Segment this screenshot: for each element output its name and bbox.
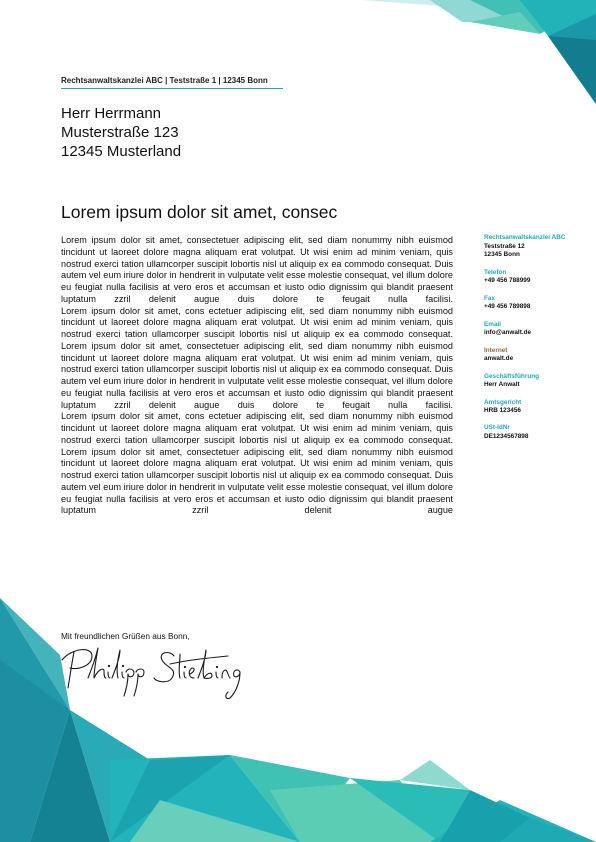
firm-contact-sidebar — [484, 234, 584, 450]
court-block — [484, 399, 584, 416]
firm-name: Rechtsanwaltskanzlei ABC — [484, 234, 566, 241]
body-paragraph: Lorem ipsum dolor sit amet, cons ectetuer adipiscing elit, sed diam nonummy nibh euismod tincidunt ut laoreet dolore magna aliquam erat volutpat. Ut wisi enim ad minim veniam, quis nostrud exerci tation ullamcorper suscipit lobortis nisl ut aliquip ex ea commodo consequat. — [61, 411, 453, 445]
vat-value: DE1234567898 — [484, 433, 529, 441]
body-paragraph: Lorem ipsum dolor sit amet, consectetuer adipiscing elit, sed diam nonummy nibh euismod tincidunt ut laoreet dolore magna aliquam erat volutpat. Ut wisi enim ad minim veniam, quis nostrud exerci tation ullamcorper suscipit lobortis nisl ut aliquip ex ea commodo consequat. Duis autem vel eum iriure dolor in hendrerit in vulputate velit esse molestie consequat, vel illum dolore eu feugiat nulla facilisis at vero eros et accumsan et iusto odio dignissim qui blandit praesent luptatum zzril delenit augue duis dolore te feugait nulla facilisi. — [61, 235, 453, 304]
court-value: HRB 123456 — [484, 407, 521, 415]
firm-city: 12345 Bonn — [484, 251, 520, 259]
body-paragraph: Lorem ipsum dolor sit amet, consectetuer adipiscing elit, sed diam nonummy nibh euismod tincidunt ut laoreet dolore magna aliquam erat volutpat. Ut wisi enim ad minim veniam, quis nostrud exerci tation ullamcorper suscipit lobortis nisl ut aliquip ex ea commodo consequat. Duis autem vel eum iriure dolor in hendrerit in vulputate velit esse molestie consequat, vel illum dolore eu feugiat nulla facilisis at vero eros et accumsan et iusto odio dignissim qui blandit praesent luptatum zzril delenit augue duis dolore te feugait nulla facilisi. — [61, 340, 453, 410]
phone-block — [484, 269, 584, 286]
recipient-address-block — [61, 104, 181, 161]
body-paragraph: Lorem ipsum dolor sit amet, cons ectetuer adipiscing elit, sed diam nonummy nibh euismod tincidunt ut laoreet dolore magna aliquam erat volutpat. Ut wisi enim ad minim veniam, quis nostrud exerci tation ullamcorper suscipit lobortis nisl ut aliquip ex ea commodo consequat. — [61, 305, 453, 339]
email-value: info@anwalt.de — [484, 329, 532, 337]
handwritten-signature — [58, 638, 280, 702]
vat-label: USt-IdNr — [484, 424, 510, 432]
management-value: Herr Anwalt — [484, 381, 520, 389]
email-label: Email — [484, 320, 502, 328]
fax-label: Fax — [484, 294, 496, 302]
phone-value: +49 456 788999 — [484, 277, 531, 285]
vat-block — [484, 424, 584, 441]
fax-value: +49 456 789898 — [484, 303, 531, 311]
recipient-city: 12345 Musterland — [61, 143, 182, 160]
internet-block — [484, 347, 584, 364]
sender-address-line: Rechtsanwaltskanzlei ABC | Teststraße 1 | 12345 Bonn — [61, 76, 283, 89]
internet-label: Internet — [484, 346, 508, 354]
letter-subject: Lorem ipsum dolor sit amet, consec — [61, 202, 338, 222]
email-block — [484, 321, 584, 338]
recipient-street: Musterstraße 123 — [61, 124, 179, 141]
letter-body — [61, 235, 453, 517]
internet-value: anwalt.de — [484, 355, 514, 363]
phone-label: Telefon — [484, 268, 507, 276]
firm-address-block — [484, 234, 584, 260]
firm-street: Teststraße 12 — [484, 242, 525, 250]
fax-block — [484, 295, 584, 312]
court-label: Amtsgericht — [484, 398, 522, 406]
closing-line: Mit freundlichen Grüßen aus Bonn, — [61, 631, 190, 641]
management-block — [484, 373, 584, 390]
body-paragraph: Lorem ipsum dolor sit amet, consectetuer adipiscing elit, sed diam nonummy nibh euismod tincidunt ut laoreet dolore magna aliquam erat volutpat. Ut wisi enim ad minim veniam, quis nostrud exerci tation ullamcorper suscipit lobortis nisl ut aliquip ex ea commodo consequat. Duis autem vel eum iriure dolor in hendrerit in vulputate velit esse molestie consequat, vel illum dolore eu feugiat nulla facilisis at vero eros et accumsan et iusto odio dignissim qui blandit praesent luptatum zzril delenit augue — [61, 446, 453, 516]
recipient-name: Herr Herrmann — [61, 105, 162, 122]
management-label: Geschäftsführung — [484, 372, 540, 380]
